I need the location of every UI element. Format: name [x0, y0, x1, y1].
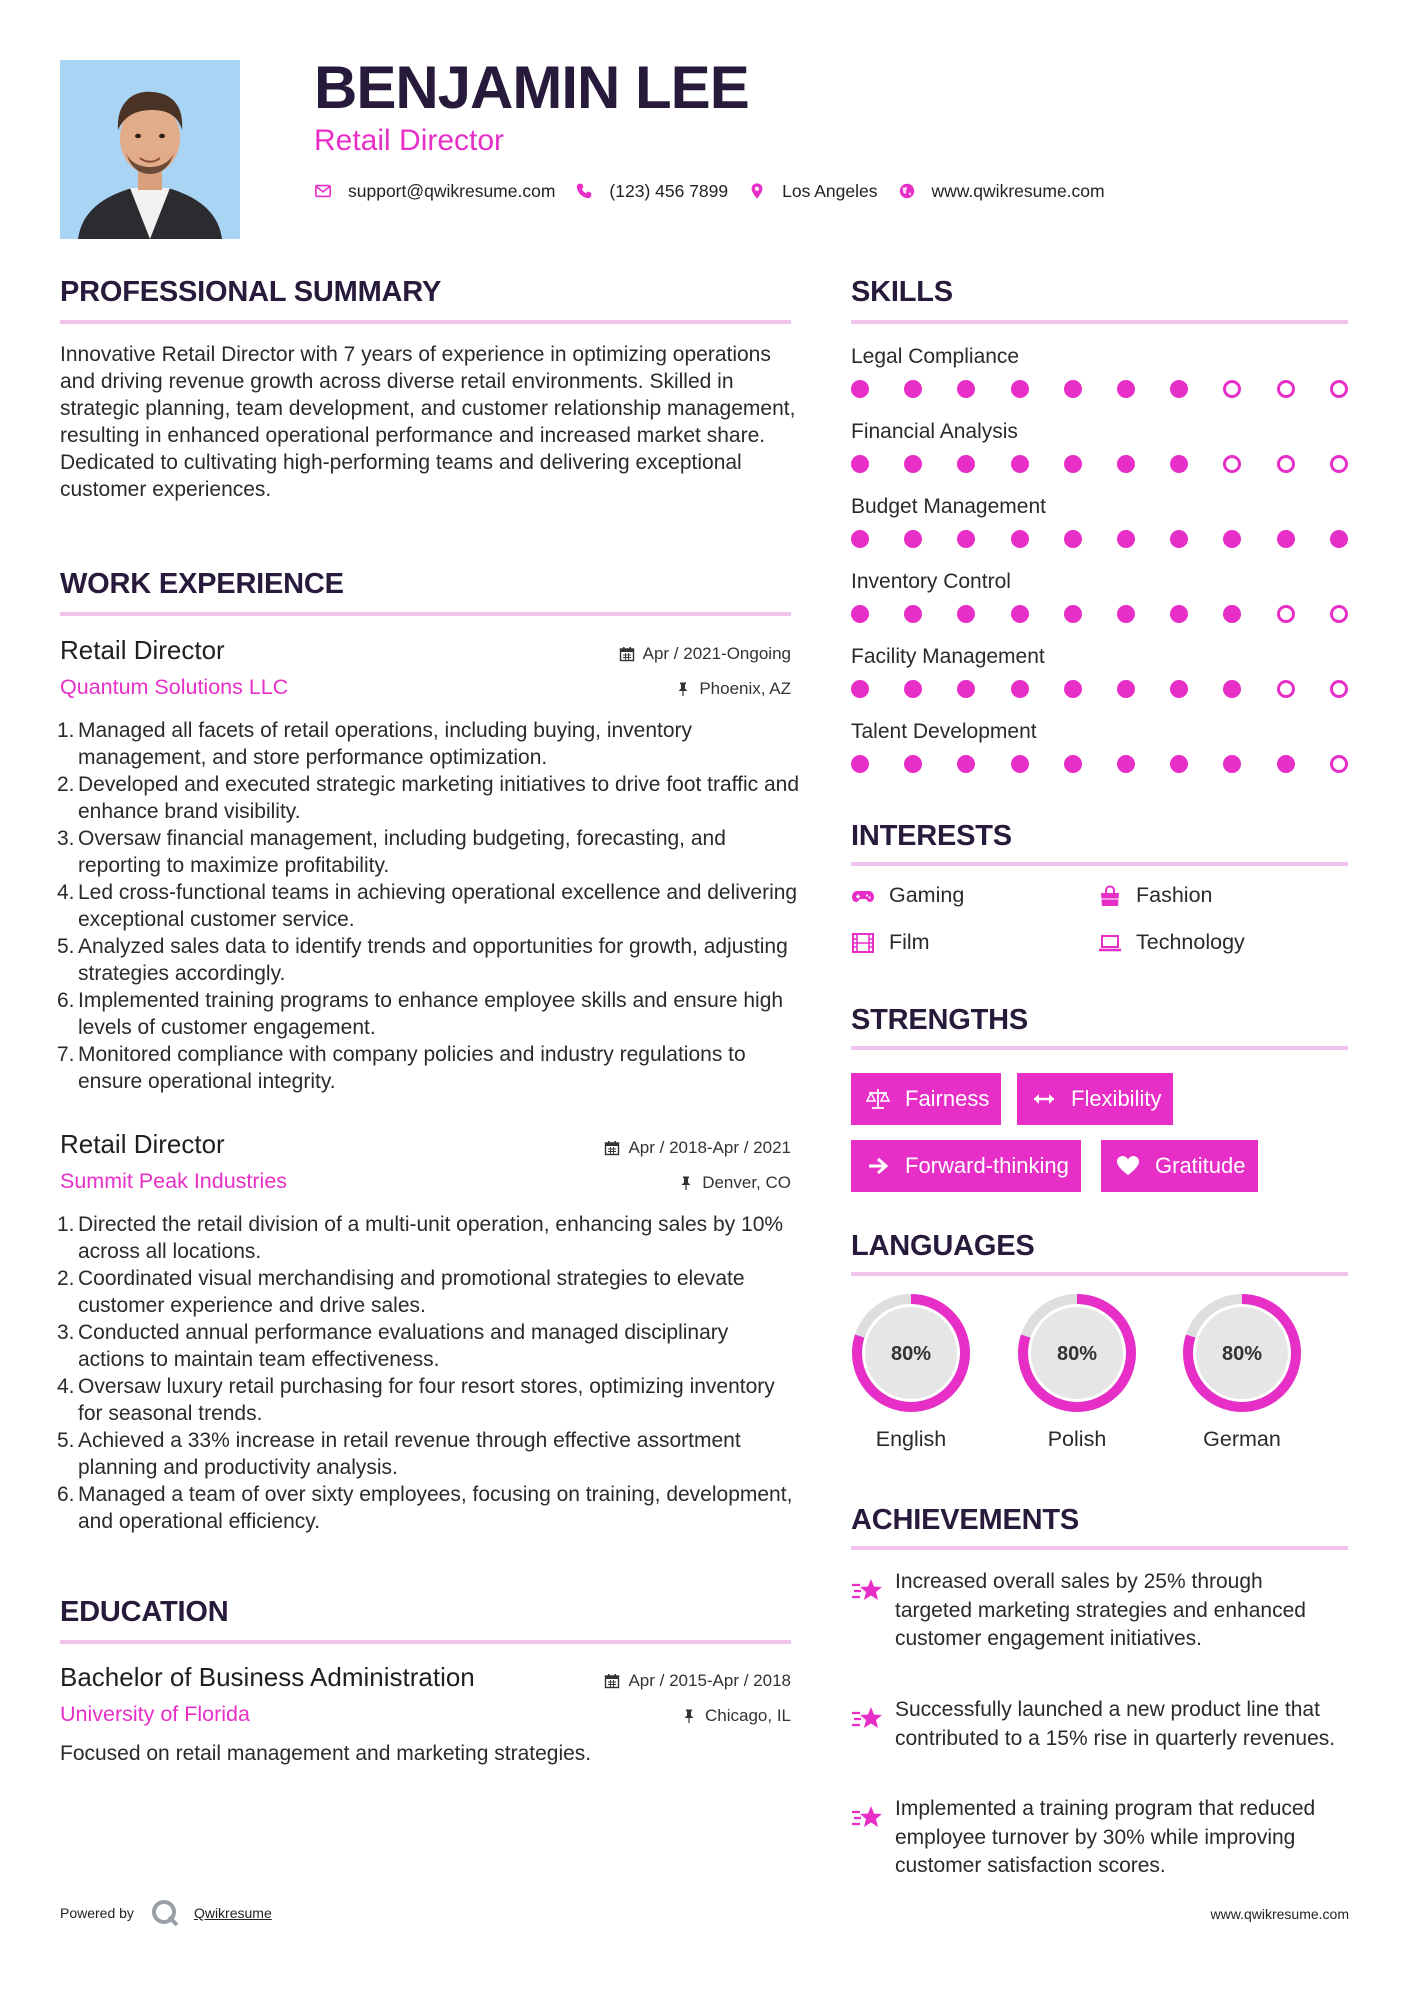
interests-heading: INTERESTS [851, 820, 1012, 852]
bullet-number: 6. [57, 989, 75, 1012]
bullet-number: 2. [57, 773, 75, 796]
rating-dot-filled [1170, 755, 1188, 773]
rating-dot-filled [851, 380, 869, 398]
bullet-item [57, 1211, 800, 1265]
skill-rating [851, 605, 1351, 625]
person-portrait-icon [60, 60, 240, 239]
education-divider [60, 1640, 791, 1644]
laptop-icon [1098, 931, 1122, 955]
bullet-text: Directed the retail division of a multi-unit operation, enhancing sales by 10% across all locations. [78, 1213, 784, 1263]
rating-dot-filled [1011, 455, 1029, 473]
skill-name: Inventory Control [851, 570, 1011, 593]
skills-divider [851, 320, 1348, 324]
skill-rating [851, 455, 1351, 475]
bullet-number: 6. [57, 1483, 75, 1506]
languages-divider [851, 1272, 1348, 1276]
job-company: Summit Peak Industries [60, 1169, 288, 1193]
rating-dot-filled [1277, 755, 1295, 773]
interest-label: Fashion [1136, 883, 1213, 908]
rating-dot-filled [1064, 530, 1082, 548]
bullet-item [57, 1265, 800, 1319]
job-location [675, 680, 791, 697]
arrow-right-icon [865, 1153, 891, 1179]
rating-dot-filled [1223, 605, 1241, 623]
contact-email[interactable] [314, 181, 555, 202]
calendar-icon [604, 1673, 620, 1689]
heart-icon [1115, 1153, 1141, 1179]
rating-dot-filled [1170, 380, 1188, 398]
bullet-text: Analyzed sales data to identify trends and opportunities for growth, adjusting strategies accordingly. [78, 935, 788, 985]
shooting-star-icon [851, 1576, 885, 1606]
bullet-item [57, 717, 800, 771]
rating-dot-filled [1064, 380, 1082, 398]
achievement-text: Increased overall sales by 25% through targeted marketing strategies and enhanced customer engagement initiatives. [895, 1570, 1306, 1650]
job-title: Retail Director [60, 635, 225, 665]
bullet-number: 5. [57, 935, 75, 958]
rating-dot-filled [957, 380, 975, 398]
degree-title: Bachelor of Business Administration [60, 1662, 475, 1692]
achievements-heading: ACHIEVEMENTS [851, 1504, 1080, 1536]
job-entry-2 [57, 1129, 793, 1533]
rating-dot-filled [1064, 755, 1082, 773]
rating-dot-filled [1117, 605, 1135, 623]
rating-dot-filled [904, 680, 922, 698]
language-percent: 80% [1056, 1343, 1098, 1365]
rating-dot-filled [1011, 380, 1029, 398]
interest-film [851, 931, 930, 955]
job-bullets [57, 1211, 800, 1535]
language-name: English [875, 1427, 947, 1451]
skill-name: Legal Compliance [851, 345, 1020, 368]
rating-dot-empty [1330, 680, 1348, 698]
rating-dot-filled [957, 680, 975, 698]
rating-dot-filled [1011, 605, 1029, 623]
strength-label: Forward-thinking [905, 1153, 1069, 1178]
bullet-text: Led cross-functional teams in achieving operational excellence and delivering exceptional customer service. [78, 881, 798, 931]
bullet-item [57, 879, 800, 933]
language-item [1179, 1290, 1305, 1451]
bullet-number: 1. [57, 719, 75, 742]
calendar-icon [619, 646, 635, 662]
scale-icon [865, 1086, 891, 1112]
shopping-bag-icon [1098, 884, 1122, 908]
achievement-text: Implemented a training program that reduced employee turnover by 30% while improving customer satisfaction scores. [895, 1797, 1316, 1877]
rating-dot-empty [1330, 380, 1348, 398]
profile-photo [60, 60, 240, 239]
language-percent: 80% [890, 1343, 932, 1365]
contact-phone[interactable] [575, 181, 728, 202]
contact-website[interactable] [898, 181, 1105, 202]
rating-dot-filled [904, 380, 922, 398]
rating-dot-empty [1330, 605, 1348, 623]
language-item [1014, 1290, 1140, 1451]
interest-fashion [1098, 884, 1213, 908]
education-heading: EDUCATION [60, 1596, 229, 1628]
rating-dot-filled [851, 755, 869, 773]
summary-heading: PROFESSIONAL SUMMARY [60, 276, 442, 308]
job-location [678, 1174, 791, 1191]
strength-label: Flexibility [1071, 1086, 1162, 1111]
skill-name: Talent Development [851, 720, 1037, 743]
experience-divider [60, 612, 791, 616]
rating-dot-filled [1170, 530, 1188, 548]
gamepad-icon [851, 884, 875, 908]
language-item [848, 1290, 974, 1451]
strength-label: Gratitude [1155, 1153, 1246, 1178]
pushpin-icon [675, 681, 691, 697]
skill-name: Facility Management [851, 645, 1045, 668]
rating-dot-empty [1277, 605, 1295, 623]
achievements-divider [851, 1546, 1348, 1550]
rating-dot-empty [1223, 455, 1241, 473]
rating-dot-filled [1117, 455, 1135, 473]
shooting-star-icon [851, 1704, 885, 1734]
rating-dot-empty [1277, 380, 1295, 398]
strengths-heading: STRENGTHS [851, 1004, 1029, 1036]
job-location-text: Phoenix, AZ [699, 679, 791, 698]
job-entry-1 [57, 635, 800, 1093]
bullet-item [57, 1319, 800, 1373]
footer-website[interactable]: www.qwikresume.com [1210, 1906, 1349, 1922]
skill-rating [851, 755, 1351, 775]
bullet-number: 3. [57, 827, 75, 850]
bullet-item [57, 1373, 800, 1427]
film-icon [851, 931, 875, 955]
rating-dot-filled [1223, 680, 1241, 698]
skill-rating [851, 530, 1351, 550]
candidate-name: BENJAMIN LEE [314, 54, 749, 121]
interests-divider [851, 862, 1348, 866]
interest-label: Gaming [889, 883, 965, 908]
rating-dot-filled [1011, 680, 1029, 698]
bullet-text: Implemented training programs to enhance employee skills and ensure high levels of customer engagement. [78, 989, 784, 1039]
strength-forward-thinking [851, 1140, 1081, 1192]
phone-icon [575, 182, 593, 200]
rating-dot-filled [1277, 530, 1295, 548]
bullet-item [57, 933, 800, 987]
shooting-star-icon [851, 1803, 885, 1833]
bullet-text: Oversaw financial management, including budgeting, forecasting, and reporting to maximize profitability. [78, 827, 726, 877]
powered-by-text: Powered by [60, 1905, 134, 1921]
education-dates-text: Apr / 2015-Apr / 2018 [628, 1671, 791, 1690]
rating-dot-filled [851, 530, 869, 548]
interest-label: Technology [1136, 930, 1245, 955]
rating-dot-filled [1064, 605, 1082, 623]
rating-dot-empty [1277, 455, 1295, 473]
calendar-icon [604, 1140, 620, 1156]
bullet-number: 3. [57, 1321, 75, 1344]
bullet-text: Monitored compliance with company policies and industry regulations to ensure operational integrity. [78, 1043, 746, 1093]
rating-dot-empty [1330, 755, 1348, 773]
bullet-text: Conducted annual performance evaluations and managed disciplinary actions to maintain team effectiveness. [78, 1321, 729, 1371]
rating-dot-filled [1117, 755, 1135, 773]
skill-name: Financial Analysis [851, 420, 1018, 443]
rating-dot-empty [1223, 380, 1241, 398]
skill-rating [851, 680, 1351, 700]
arrows-horizontal-icon [1031, 1086, 1057, 1112]
language-name: German [1203, 1427, 1281, 1451]
brand-link[interactable]: Qwikresume [193, 1905, 272, 1921]
job-location-text: Denver, CO [702, 1173, 791, 1192]
bullet-item [57, 771, 800, 825]
rating-dot-filled [1223, 530, 1241, 548]
job-dates [619, 645, 791, 662]
bullet-item [57, 1481, 800, 1535]
bullet-text: Oversaw luxury retail purchasing for four resort stores, optimizing inventory for seasonal trends. [78, 1375, 775, 1425]
globe-icon [898, 182, 916, 200]
summary-divider [60, 320, 791, 324]
rating-dot-filled [1170, 455, 1188, 473]
rating-dot-filled [1170, 605, 1188, 623]
interest-gaming [851, 884, 964, 908]
experience-heading: WORK EXPERIENCE [60, 568, 344, 600]
bullet-number: 7. [57, 1043, 75, 1066]
job-dates-text: Apr / 2018-Apr / 2021 [628, 1138, 791, 1157]
strength-gratitude [1101, 1140, 1258, 1192]
rating-dot-filled [957, 455, 975, 473]
achievement-text: Successfully launched a new product line that contributed to a 15% rise in quarterly revenues. [895, 1698, 1336, 1750]
education-dates [604, 1672, 791, 1689]
rating-dot-filled [904, 755, 922, 773]
bullet-text: Coordinated visual merchandising and promotional strategies to elevate customer experience and drive sales. [78, 1267, 745, 1317]
rating-dot-filled [851, 680, 869, 698]
skills-heading: SKILLS [851, 276, 953, 308]
bullet-text: Developed and executed strategic marketing initiatives to drive foot traffic and enhance brand visibility. [78, 773, 800, 823]
language-name: Polish [1047, 1427, 1107, 1451]
education-location [681, 1707, 791, 1724]
rating-dot-empty [1330, 455, 1348, 473]
rating-dot-filled [1064, 680, 1082, 698]
rating-dot-empty [1277, 680, 1295, 698]
bullet-number: 4. [57, 881, 75, 904]
education-location-text: Chicago, IL [705, 1706, 791, 1725]
education-entry [60, 1662, 791, 1726]
strength-flexibility [1017, 1073, 1173, 1125]
rating-dot-filled [851, 605, 869, 623]
job-bullets [57, 717, 800, 1095]
interest-technology [1098, 931, 1245, 955]
bullet-number: 1. [57, 1213, 75, 1236]
rating-dot-filled [1170, 680, 1188, 698]
rating-dot-filled [904, 455, 922, 473]
rating-dot-filled [1064, 455, 1082, 473]
strengths-divider [851, 1046, 1348, 1050]
skill-rating [851, 380, 1351, 400]
bullet-text: Managed all facets of retail operations, including buying, inventory management, and store performance optimization. [78, 719, 693, 769]
bullet-item [57, 1041, 800, 1095]
rating-dot-filled [1011, 755, 1029, 773]
bullet-number: 4. [57, 1375, 75, 1398]
rating-dot-filled [904, 605, 922, 623]
rating-dot-filled [1117, 380, 1135, 398]
pushpin-icon [681, 1708, 697, 1724]
bullet-number: 5. [57, 1429, 75, 1452]
bullet-text: Managed a team of over sixty employees, focusing on training, development, and operational efficiency. [78, 1483, 793, 1533]
bullet-item [57, 987, 800, 1041]
candidate-title: Retail Director [314, 124, 505, 157]
rating-dot-filled [1223, 755, 1241, 773]
languages-heading: LANGUAGES [851, 1230, 1035, 1262]
education-description: Focused on retail management and marketing strategies. [60, 1742, 592, 1765]
bullet-text: Achieved a 33% increase in retail revenue through effective assortment planning and productivity analysis. [78, 1429, 741, 1479]
email-text: support@qwikresume.com [348, 180, 556, 201]
job-dates [604, 1139, 791, 1156]
rating-dot-filled [1011, 530, 1029, 548]
language-percent: 80% [1221, 1343, 1263, 1365]
bullet-item [57, 825, 800, 879]
bullet-number: 2. [57, 1267, 75, 1290]
language-progress-ring [1179, 1290, 1305, 1416]
language-progress-ring [848, 1290, 974, 1416]
map-pin-icon [748, 182, 766, 200]
location-text: Los Angeles [782, 180, 878, 201]
school-name: University of Florida [60, 1702, 250, 1726]
rating-dot-filled [957, 605, 975, 623]
envelope-icon [314, 182, 332, 200]
rating-dot-filled [957, 755, 975, 773]
contact-bar [314, 178, 1125, 204]
summary-text: Innovative Retail Director with 7 years of experience in optimizing operations and driving revenue growth across diverse retail environments. Skilled in strategic planning, team development, and customer relationship management, resulting in enhanced operational performance and increased market share. Dedicated to cultivating high-performing teams and delivering exceptional customer experiences. [60, 343, 796, 501]
footer-powered-by [60, 1898, 272, 1928]
contact-location [748, 181, 877, 202]
rating-dot-filled [904, 530, 922, 548]
strength-label: Fairness [905, 1086, 990, 1111]
skill-name: Budget Management [851, 495, 1046, 518]
strength-fairness [851, 1073, 1001, 1125]
pushpin-icon [678, 1175, 694, 1191]
rating-dot-filled [1330, 530, 1348, 548]
rating-dot-filled [957, 530, 975, 548]
rating-dot-filled [1117, 680, 1135, 698]
qwikresume-logo-icon [150, 1898, 180, 1928]
interest-label: Film [889, 930, 930, 955]
job-title: Retail Director [60, 1129, 225, 1159]
job-company: Quantum Solutions LLC [60, 675, 289, 699]
phone-text: (123) 456 7899 [609, 180, 729, 201]
job-dates-text: Apr / 2021-Ongoing [642, 644, 791, 663]
language-progress-ring [1014, 1290, 1140, 1416]
bullet-item [57, 1427, 800, 1481]
website-text: www.qwikresume.com [931, 180, 1105, 201]
rating-dot-filled [1117, 530, 1135, 548]
rating-dot-filled [851, 455, 869, 473]
